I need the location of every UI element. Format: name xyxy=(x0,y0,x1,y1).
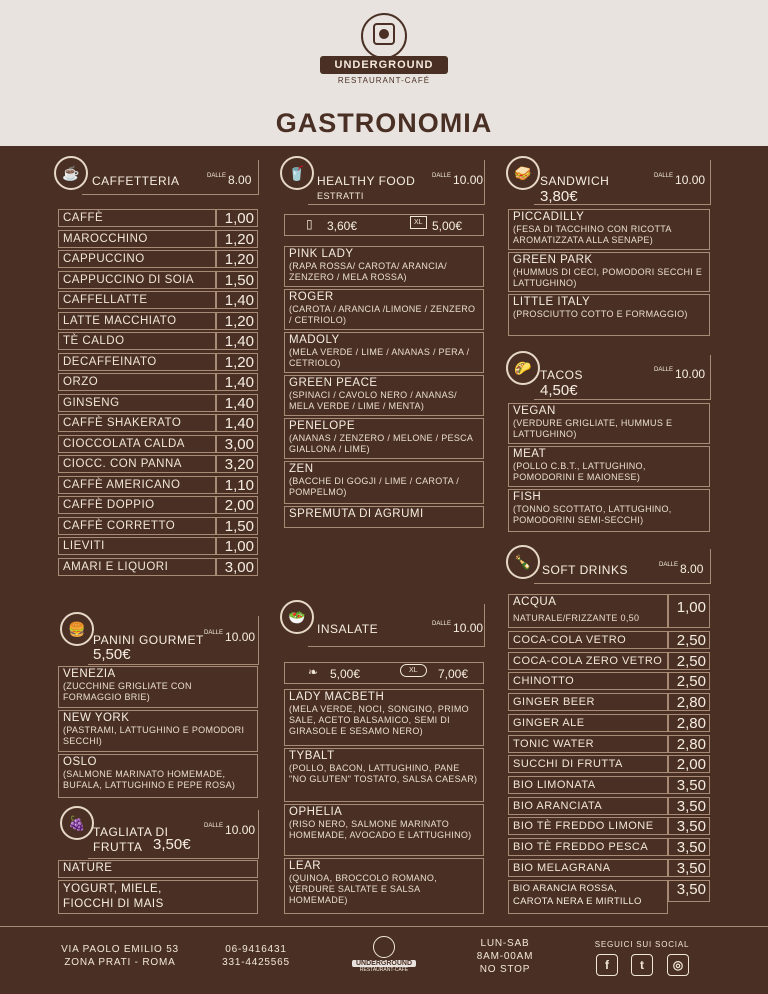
footer-phones xyxy=(210,943,302,969)
insalate-item xyxy=(284,858,484,914)
instagram-icon[interactable]: ◎ xyxy=(667,954,689,976)
healthy-item-name: ROGER xyxy=(289,291,334,303)
soft-time: $^{DALLE}$ 8.00 xyxy=(659,562,704,576)
caffetteria-item-price: 1,50 xyxy=(216,271,258,289)
caffetteria-item-price: 1,40 xyxy=(216,373,258,391)
juice-glass-icon: 🥤 xyxy=(280,156,314,190)
soft-item-name: GINGER ALE xyxy=(513,716,585,729)
caffetteria-item xyxy=(58,558,216,576)
tacos-item-name: FISH xyxy=(513,491,542,503)
tacos-time: $^{DALLE}$ 10.00 xyxy=(654,367,706,381)
tacos-item xyxy=(508,489,710,532)
healthy-item-name: MADOLY xyxy=(289,334,340,346)
insalate-item-name: LEAR xyxy=(289,860,322,872)
caffetteria-item-name: CAFFELLATTE xyxy=(63,294,148,306)
small-glass-icon: ▯ xyxy=(306,217,313,231)
footer-hours xyxy=(470,937,540,976)
healthy-time: $^{DALLE}$ 10.00 xyxy=(432,173,484,187)
tagliata-item-nature xyxy=(58,860,258,878)
facebook-icon[interactable]: f xyxy=(596,954,618,976)
tagliata-item-name: NATURE xyxy=(63,862,113,874)
caffetteria-time: $^{DALLE}$ 8.00 xyxy=(207,173,252,187)
caffetteria-item-name: CAFFÈ xyxy=(63,212,104,224)
caffetteria-item-price: 3,00 xyxy=(216,435,258,453)
soft-item xyxy=(508,797,668,815)
caffetteria-item xyxy=(58,332,216,350)
footer-address xyxy=(50,943,190,969)
phone-2: 331-4425565 xyxy=(222,957,290,968)
footer-logo-emblem xyxy=(373,936,395,958)
sandwich-item-name: GREEN PARK xyxy=(513,254,593,266)
caffetteria-item-name: DECAFFEINATO xyxy=(63,355,157,368)
insalate-time: $^{DALLE}$ 10.00 xyxy=(432,621,484,635)
caffetteria-item-name: CAFFÈ DOPPIO xyxy=(63,499,155,511)
healthy-subtitle: ESTRATTI xyxy=(317,191,364,201)
caffetteria-item xyxy=(58,394,216,412)
soft-item xyxy=(508,631,668,649)
caffetteria-item-price: 1,00 xyxy=(216,209,258,227)
panini-item-desc: (ZUCCHINE GRIGLIATE CON FORMAGGIO BRIE) xyxy=(63,681,192,702)
soft-item-price: 3,50 xyxy=(668,859,710,877)
soft-title: SOFT DRINKS xyxy=(542,563,628,577)
tagliata-item-yogurt xyxy=(58,880,258,914)
soft-item-name: BIO ARANCIATA xyxy=(513,799,603,812)
caffetteria-item-name: CAPPUCCINO xyxy=(63,253,145,265)
insalate-item-desc: (MELA VERDE, NOCI, SONGINO, PRIMO SALE, ACETO BALSAMICO, SEMI DI GIRASOLE E SESAMO NERO) xyxy=(289,704,469,736)
footer-logo xyxy=(352,936,416,980)
tacos-title: TACOS xyxy=(540,368,583,382)
panini-item xyxy=(58,754,258,798)
caffetteria-item-name: ORZO xyxy=(63,376,99,388)
caffetteria-item-price: 1,40 xyxy=(216,394,258,412)
tagliata-time: $^{DALLE}$ 10.00 xyxy=(204,823,256,837)
insalate-item-name: TYBALT xyxy=(289,750,335,762)
caffetteria-item xyxy=(58,496,216,514)
sandwich-time: $^{DALLE}$ 10.00 xyxy=(654,173,706,187)
healthy-item xyxy=(284,332,484,373)
soft-item-name: GINGER BEER xyxy=(513,696,595,709)
healthy-item-name: SPREMUTA DI AGRUMI xyxy=(289,508,424,520)
soft-acqua-name: ACQUA xyxy=(513,596,557,608)
healthy-item-name: PENELOPE xyxy=(289,420,355,432)
soft-item-name: BIO MELAGRANA xyxy=(513,861,611,874)
footer-logo-name: UNDERGROUND xyxy=(352,960,416,967)
caffetteria-item-price: 1,20 xyxy=(216,250,258,268)
caffetteria-item-name: GINSENG xyxy=(63,396,120,409)
coffee-cup-icon: ☕ xyxy=(54,156,88,190)
panini-price: 5,50€ xyxy=(93,646,131,663)
caffetteria-item-name: TÈ CALDO xyxy=(63,335,125,347)
hours-1: LUN-SAB xyxy=(480,938,530,949)
sandwich-item-name: PICCADILLY xyxy=(513,211,585,223)
insalate-item-name: OPHELIA xyxy=(289,806,343,818)
soft-item-price: 2,50 xyxy=(668,652,710,670)
insalate-item xyxy=(284,689,484,746)
soft-item-name: BIO TÈ FREDDO LIMONE xyxy=(513,820,654,833)
caffetteria-item xyxy=(58,291,216,309)
insalate-item-desc: (RISO NERO, SALMONE MARINATO HOMEMADE, AVOCADO E LATTUGHINO) xyxy=(289,819,472,840)
soft-item-price: 3,50 xyxy=(668,776,710,794)
soft-item-price: 2,80 xyxy=(668,735,710,753)
soft-item-name: CHINOTTO xyxy=(513,675,575,688)
caffetteria-item-price: 3,00 xyxy=(216,558,258,576)
caffetteria-item xyxy=(58,250,216,268)
xl-leaf-icon: XL xyxy=(400,664,427,677)
logo-subtitle: RESTAURANT-CAFÉ xyxy=(337,76,431,85)
panini-title: PANINI GOURMET xyxy=(93,633,204,647)
caffetteria-item xyxy=(58,312,216,330)
caffetteria-title: CAFFETTERIA xyxy=(92,174,180,188)
sandwich-item-desc: (PROSCIUTTO COTTO E FORMAGGIO) xyxy=(513,309,688,319)
healthy-item-name: PINK LADY xyxy=(289,248,354,260)
caffetteria-item xyxy=(58,230,216,248)
page-title: GASTRONOMIA xyxy=(275,108,493,138)
soft-item xyxy=(508,672,668,690)
insalate-size-small-price: 5,00€ xyxy=(330,667,361,681)
social-label: SEGUICI SUI SOCIAL xyxy=(594,940,690,949)
soft-item-price: 3,50 xyxy=(668,797,710,815)
caffetteria-item-name: CAFFÈ SHAKERATO xyxy=(63,417,182,429)
insalate-item-name: LADY MACBETH xyxy=(289,691,385,703)
sandwich-item xyxy=(508,294,710,336)
tagliata-title-1: TAGLIATA DI xyxy=(93,825,169,839)
soft-item xyxy=(508,652,668,670)
soft-item xyxy=(508,859,668,877)
soft-acqua-desc: NATURALE/FRIZZANTE 0,50 xyxy=(513,613,640,623)
panini-item-desc: (SALMONE MARINATO HOMEMADE, BUFALA, LATTUGHINO E PEPE ROSA) xyxy=(63,769,236,790)
address-line-1: VIA PAOLO EMILIO 53 xyxy=(61,944,179,955)
sandwich-item-name: LITTLE ITALY xyxy=(513,296,591,308)
caffetteria-item xyxy=(58,353,216,371)
tagliata-item-name-2: FIOCCHI DI MAIS xyxy=(63,898,164,910)
caffetteria-item-price: 1,40 xyxy=(216,332,258,350)
twitter-icon[interactable]: t xyxy=(631,954,653,976)
tacos-price: 4,50€ xyxy=(540,382,578,399)
caffetteria-item xyxy=(58,373,216,391)
bottle-icon: 🍾 xyxy=(506,545,540,579)
soft-last-name1: BIO ARANCIA ROSSA, xyxy=(513,883,618,894)
caffetteria-item-name: CAFFÈ CORRETTO xyxy=(63,519,176,532)
healthy-item-desc: (BACCHE DI GOGJI / LIME / CAROTA / POMPELMO) xyxy=(289,476,460,497)
soft-item xyxy=(508,817,668,835)
footer-logo-sub: RESTAURANT-CAFÉ xyxy=(359,967,409,973)
caffetteria-item-price: 1,20 xyxy=(216,312,258,330)
fruit-icon: 🍇 xyxy=(60,806,94,840)
healthy-size-xl-price: 5,00€ xyxy=(432,219,463,233)
logo-name: UNDERGROUND xyxy=(320,56,448,74)
soft-item-name: COCA-COLA ZERO VETRO xyxy=(513,654,663,667)
healthy-item xyxy=(284,375,484,416)
soft-last-price: 3,50 xyxy=(668,880,710,902)
hours-2: 8AM-00AM xyxy=(476,951,534,962)
small-leaf-icon: ❧ xyxy=(308,665,319,679)
panini-item-name: OSLO xyxy=(63,756,97,768)
soft-acqua-price: 1,00 xyxy=(668,594,710,628)
tacos-item-name: MEAT xyxy=(513,448,547,460)
panini-item-name: NEW YORK xyxy=(63,712,130,724)
burger-icon: 🍔 xyxy=(60,612,94,646)
soft-item xyxy=(508,755,668,773)
healthy-item xyxy=(284,246,484,287)
caffetteria-item-name: AMARI E LIQUORI xyxy=(63,560,169,573)
panini-item xyxy=(58,710,258,752)
soft-last xyxy=(508,880,668,914)
insalate-title: INSALATE xyxy=(317,622,379,636)
soft-item xyxy=(508,735,668,753)
sandwich-item-desc: (HUMMUS DI CECI, POMODORI SECCHI E LATTUGHINO) xyxy=(513,267,703,288)
soft-item xyxy=(508,776,668,794)
sandwich-icon: 🥪 xyxy=(506,156,540,190)
sandwich-title: SANDWICH xyxy=(540,174,610,188)
soft-item-price: 2,00 xyxy=(668,755,710,773)
soft-item-price: 3,50 xyxy=(668,838,710,856)
caffetteria-item xyxy=(58,271,216,289)
soft-item-price: 2,80 xyxy=(668,714,710,732)
tacos-item-desc: (POLLO C.B.T., LATTUGHINO, POMODORINI E MAIONESE) xyxy=(513,461,646,482)
caffetteria-item xyxy=(58,476,216,494)
soft-last-name2: CAROTA NERA E MIRTILLO xyxy=(513,896,642,907)
soft-item xyxy=(508,838,668,856)
footer-divider xyxy=(0,926,768,927)
panini-time: $^{DALLE}$ 10.00 xyxy=(204,630,256,644)
healthy-item xyxy=(284,506,484,528)
tagliata-title-2: FRUTTA xyxy=(93,840,143,854)
soft-item-price: 2,80 xyxy=(668,693,710,711)
soft-item-name: SUCCHI DI FRUTTA xyxy=(513,758,623,771)
caffetteria-item-name: MAROCCHINO xyxy=(63,232,148,245)
caffetteria-item-price: 1,40 xyxy=(216,414,258,432)
insalate-item-desc: (POLLO, BACON, LATTUGHINO, PANE "NO GLUTEN" TOSTATO, SALSA CAESAR) xyxy=(289,763,478,784)
caffetteria-item xyxy=(58,435,216,453)
panini-item-name: VENEZIA xyxy=(63,668,116,680)
insalate-size-xl-price: 7,00€ xyxy=(438,667,469,681)
caffetteria-item-price: 3,20 xyxy=(216,455,258,473)
soft-item-price: 2,50 xyxy=(668,672,710,690)
caffetteria-item xyxy=(58,517,216,535)
healthy-item-desc: (CAROTA / ARANCIA /LIMONE / ZENZERO / CETRIOLO) xyxy=(289,304,476,325)
panini-item xyxy=(58,666,258,708)
healthy-item xyxy=(284,418,484,459)
tacos-item xyxy=(508,403,710,444)
caffetteria-item-price: 1,50 xyxy=(216,517,258,535)
tacos-item-desc: (TONNO SCOTTATO, LATTUGHINO, POMODORINI SEMI-SECCHI) xyxy=(513,504,672,525)
sandwich-item xyxy=(508,252,710,292)
healthy-item xyxy=(284,461,484,504)
salad-bowl-icon: 🥗 xyxy=(280,600,314,634)
healthy-size-small-price: 3,60€ xyxy=(327,219,358,233)
caffetteria-item xyxy=(58,209,216,227)
healthy-item-name: GREEN PEACE xyxy=(289,377,378,389)
soft-acqua xyxy=(508,594,668,628)
caffetteria-item-price: 1,10 xyxy=(216,476,258,494)
insalate-item-desc: (QUINOA, BROCCOLO ROMANO, VERDURE SALTATE E SALSA HOMEMADE) xyxy=(289,873,438,905)
phone-1: 06-9416431 xyxy=(225,944,287,955)
healthy-title: HEALTHY FOOD xyxy=(317,174,416,188)
soft-item-name: BIO TÈ FREDDO PESCA xyxy=(513,841,649,853)
tagliata-price: 3,50€ xyxy=(153,836,191,853)
sandwich-item-desc: (FESA DI TACCHINO CON RICOTTA AROMATIZZATA ALLA SENAPE) xyxy=(513,224,672,245)
healthy-item-desc: (RAPA ROSSA/ CAROTA/ ARANCIA/ ZENZERO / MELA ROSSA) xyxy=(289,261,447,282)
soft-item xyxy=(508,693,668,711)
panini-item-desc: (PASTRAMI, LATTUGHINO E POMODORI SECCHI) xyxy=(63,725,245,746)
xl-glass-icon: XL xyxy=(410,216,427,229)
caffetteria-item-price: 1,40 xyxy=(216,291,258,309)
caffetteria-item-price: 1,20 xyxy=(216,230,258,248)
insalate-item xyxy=(284,804,484,856)
soft-item-price: 2,50 xyxy=(668,631,710,649)
caffetteria-item-price: 1,20 xyxy=(216,353,258,371)
tacos-item-name: VEGAN xyxy=(513,405,556,417)
caffetteria-item-name: CIOCC. CON PANNA xyxy=(63,458,182,470)
caffetteria-item-name: CIOCCOLATA CALDA xyxy=(63,437,185,450)
tacos-item xyxy=(508,446,710,487)
caffetteria-item-name: LIEVITI xyxy=(63,540,105,552)
insalate-item xyxy=(284,748,484,802)
caffetteria-item-name: CAPPUCCINO DI SOIA xyxy=(63,273,195,286)
soft-item-name: TONIC WATER xyxy=(513,737,595,750)
healthy-item-desc: (SPINACI / CAVOLO NERO / ANANAS/ MELA VERDE / LIME / MENTA) xyxy=(289,390,457,411)
caffetteria-item xyxy=(58,455,216,473)
hours-3: NO STOP xyxy=(479,964,531,975)
address-line-2: ZONA PRATI - ROMA xyxy=(64,957,176,968)
healthy-item-desc: (ANANAS / ZENZERO / MELONE / PESCA GIALLONA / LIME) xyxy=(289,433,473,454)
caffetteria-item-name: CAFFÈ AMERICANO xyxy=(63,478,181,491)
taco-icon: 🌮 xyxy=(506,351,540,385)
caffetteria-item-price: 2,00 xyxy=(216,496,258,514)
sandwich-price: 3,80€ xyxy=(540,188,578,205)
healthy-item-desc: (MELA VERDE / LIME / ANANAS / PERA / CETRIOLO) xyxy=(289,347,470,368)
soft-item-name: COCA-COLA VETRO xyxy=(513,634,627,646)
caffetteria-item-name: LATTE MACCHIATO xyxy=(63,314,177,327)
caffetteria-item xyxy=(58,414,216,432)
soft-item-name: BIO LIMONATA xyxy=(513,778,596,791)
soft-item-price: 3,50 xyxy=(668,817,710,835)
soft-item xyxy=(508,714,668,732)
caffetteria-item-price: 1,00 xyxy=(216,537,258,555)
healthy-item-name: ZEN xyxy=(289,463,314,475)
tacos-item-desc: (VERDURE GRIGLIATE, HUMMUS E LATTUGHINO) xyxy=(513,418,673,439)
healthy-item xyxy=(284,289,484,330)
caffetteria-item xyxy=(58,537,216,555)
sandwich-item xyxy=(508,209,710,250)
tagliata-item-name: YOGURT, MIELE, xyxy=(63,883,162,895)
